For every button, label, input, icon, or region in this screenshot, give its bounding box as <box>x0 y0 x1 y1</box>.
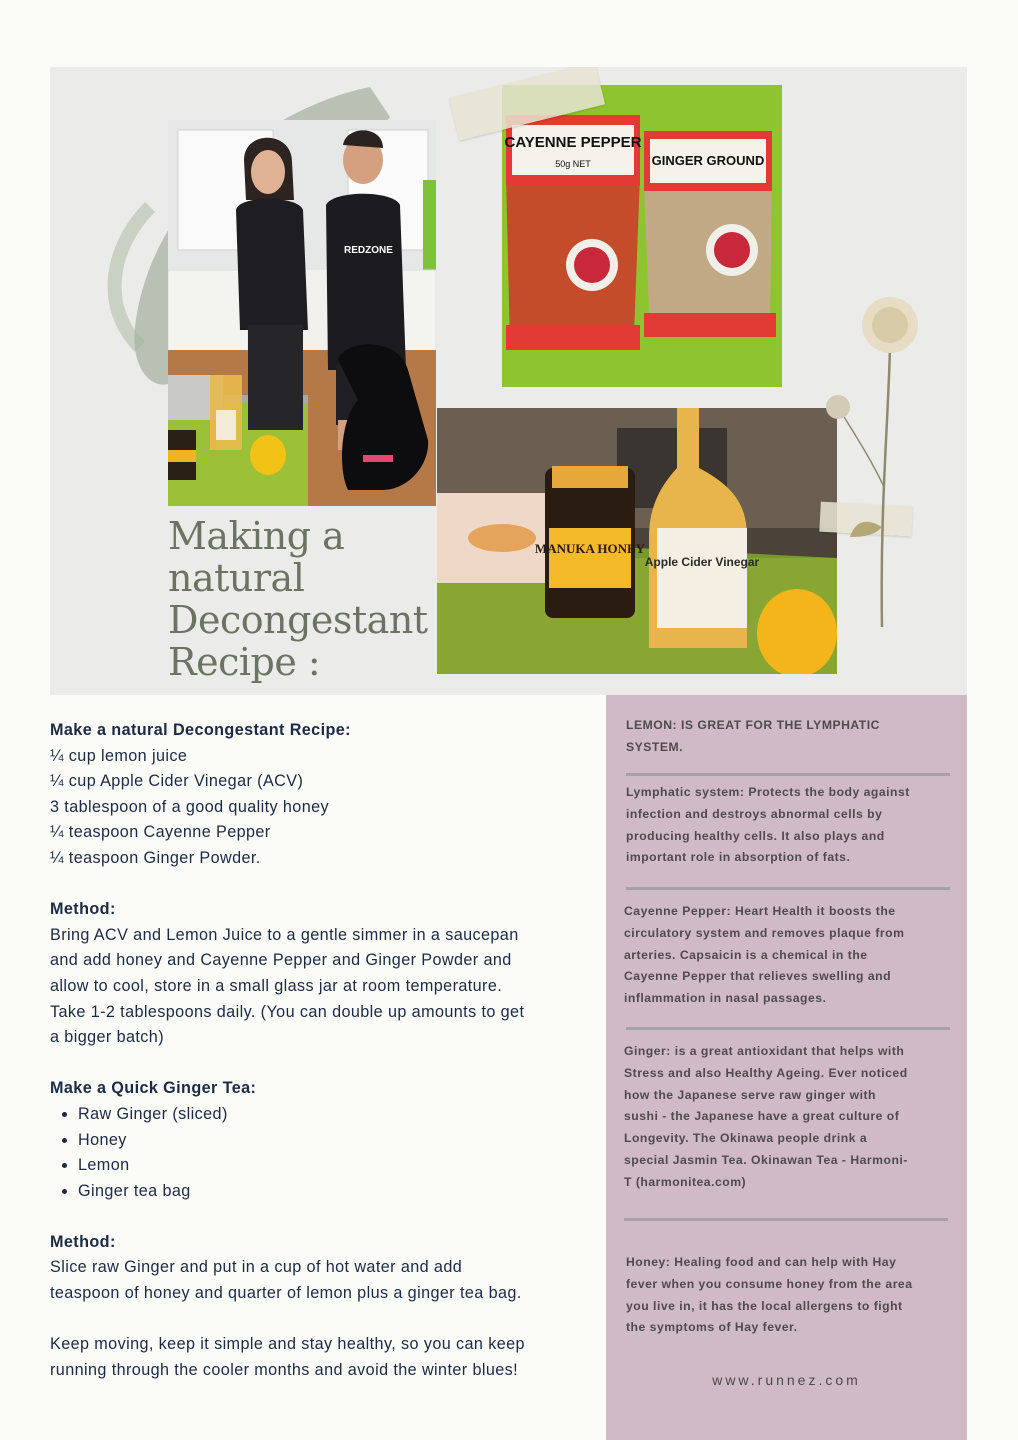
tea-heading: Make a Quick Ginger Tea: <box>50 1079 257 1098</box>
tea-method-line: teaspoon of honey and quarter of lemon plus a ginger tea bag. <box>50 1284 522 1303</box>
ginger-line: special Jasmin Tea. Okinawan Tea - Harmoni- <box>624 1152 908 1167</box>
website-link[interactable]: www.runnez.com <box>712 1372 861 1388</box>
lymphatic-line: important role in absorption of fats. <box>626 850 851 865</box>
list-item: • Ginger tea bag <box>78 1179 600 1205</box>
method-line: Take 1-2 tablespoons daily. (You can double up amounts to get <box>50 1002 525 1021</box>
hero-title-line: Decongestant <box>168 598 428 642</box>
spice-packets-photo <box>502 85 782 387</box>
lemon-heading-line: SYSTEM. <box>626 739 683 754</box>
method-line: allow to cool, store in a small glass jar at room temperature. <box>50 976 503 995</box>
method-heading: Method: <box>50 900 116 919</box>
list-item: • Honey <box>78 1128 600 1154</box>
packet1-net: 50g NET <box>555 159 591 169</box>
ginger-line: T (harmonitea.com) <box>624 1174 747 1189</box>
ginger-line: Longevity. The Okinawa people drink a <box>624 1131 868 1146</box>
section-divider <box>626 1027 950 1030</box>
lemon-heading-line: LEMON: IS GREAT FOR THE LYMPHATIC <box>626 718 880 732</box>
cayenne-line: inflammation in nasal passages. <box>624 991 827 1006</box>
honey-jar-label: MANUKA HONEY <box>534 541 646 556</box>
method-line: and add honey and Cayenne Pepper and Ginger Powder and <box>50 951 512 970</box>
honey-line: fever when you consume honey from the area <box>626 1276 913 1291</box>
lymphatic-line: infection and destroys abnormal cells by <box>626 806 883 821</box>
shirt-text: REDZONE <box>344 245 393 256</box>
honey-line: the symptoms of Hay fever. <box>626 1320 798 1335</box>
cayenne-paragraph <box>624 901 949 1010</box>
hero-title <box>168 515 428 683</box>
lymphatic-line: Lymphatic system: Protects the body against <box>626 785 910 799</box>
ingredient-line: ¼ cup lemon juice <box>50 746 188 765</box>
hero-title-line: natural <box>168 556 305 600</box>
tea-method-heading: Method: <box>50 1232 116 1251</box>
honey-paragraph <box>626 1252 951 1339</box>
ginger-line: Ginger: is a great antioxidant that helps with <box>624 1044 905 1058</box>
ingredient-line: 3 tablespoon of a good quality honey <box>50 797 330 816</box>
ingredient-line: ¼ teaspoon Cayenne Pepper <box>50 823 271 842</box>
packet1-title: CAYENNE PEPPER <box>504 134 642 151</box>
honey-line: you live in, it has the local allergens to fight <box>626 1298 903 1313</box>
hero-title-line: Making a <box>168 514 345 558</box>
cayenne-line: Cayenne Pepper that relieves swelling and <box>624 969 892 984</box>
method-line: Bring ACV and Lemon Juice to a gentle simmer in a saucepan <box>50 925 519 944</box>
vinegar-bottle-label: Apple Cider Vinegar <box>644 555 760 569</box>
list-item: • Lemon <box>78 1153 600 1179</box>
section-divider <box>626 773 950 776</box>
couple-photo <box>168 120 436 506</box>
closing-line: Keep moving, keep it simple and stay healthy, so you can keep <box>50 1335 525 1354</box>
ginger-line: Stress and also Healthy Ageing. Ever noticed <box>624 1065 908 1080</box>
cayenne-line: Cayenne Pepper: Heart Health it boosts the <box>624 904 896 918</box>
dried-flower-icon <box>810 287 930 627</box>
ginger-line: how the Japanese serve raw ginger with <box>624 1087 876 1102</box>
tea-method-line: Slice raw Ginger and put in a cup of hot water and add <box>50 1258 463 1277</box>
recipe-column <box>50 718 600 1383</box>
list-item: • Raw Ginger (sliced) <box>78 1102 600 1128</box>
ginger-line: sushi - the Japanese have a great culture of <box>624 1109 900 1124</box>
closing-line: running through the cooler months and avoid the winter blues! <box>50 1360 519 1379</box>
cayenne-line: arteries. Capsaicin is a chemical in the <box>624 947 868 962</box>
benefits-sidebar <box>606 695 967 1440</box>
lemon-heading <box>626 715 951 759</box>
recipe-heading: Make a natural Decongestant Recipe: <box>50 721 351 739</box>
lymphatic-paragraph <box>626 782 951 869</box>
honey-line: Honey: Healing food and can help with Hay <box>626 1255 897 1269</box>
ingredient-line: ¼ cup Apple Cider Vinegar (ACV) <box>50 772 304 791</box>
hero-banner <box>50 67 967 695</box>
tea-list <box>50 1102 600 1204</box>
section-divider <box>626 887 950 890</box>
lymphatic-line: producing healthy cells. It also plays and <box>626 828 885 843</box>
ginger-paragraph <box>624 1041 949 1194</box>
method-line: a bigger batch) <box>50 1028 164 1047</box>
hero-title-line: Recipe : <box>168 640 321 684</box>
cayenne-line: circulatory system and removes plaque from <box>624 925 905 940</box>
ingredient-line: ¼ teaspoon Ginger Powder. <box>50 848 261 867</box>
honey-vinegar-photo <box>437 408 837 674</box>
section-divider <box>624 1218 948 1221</box>
packet2-title: GINGER GROUND <box>651 153 765 168</box>
